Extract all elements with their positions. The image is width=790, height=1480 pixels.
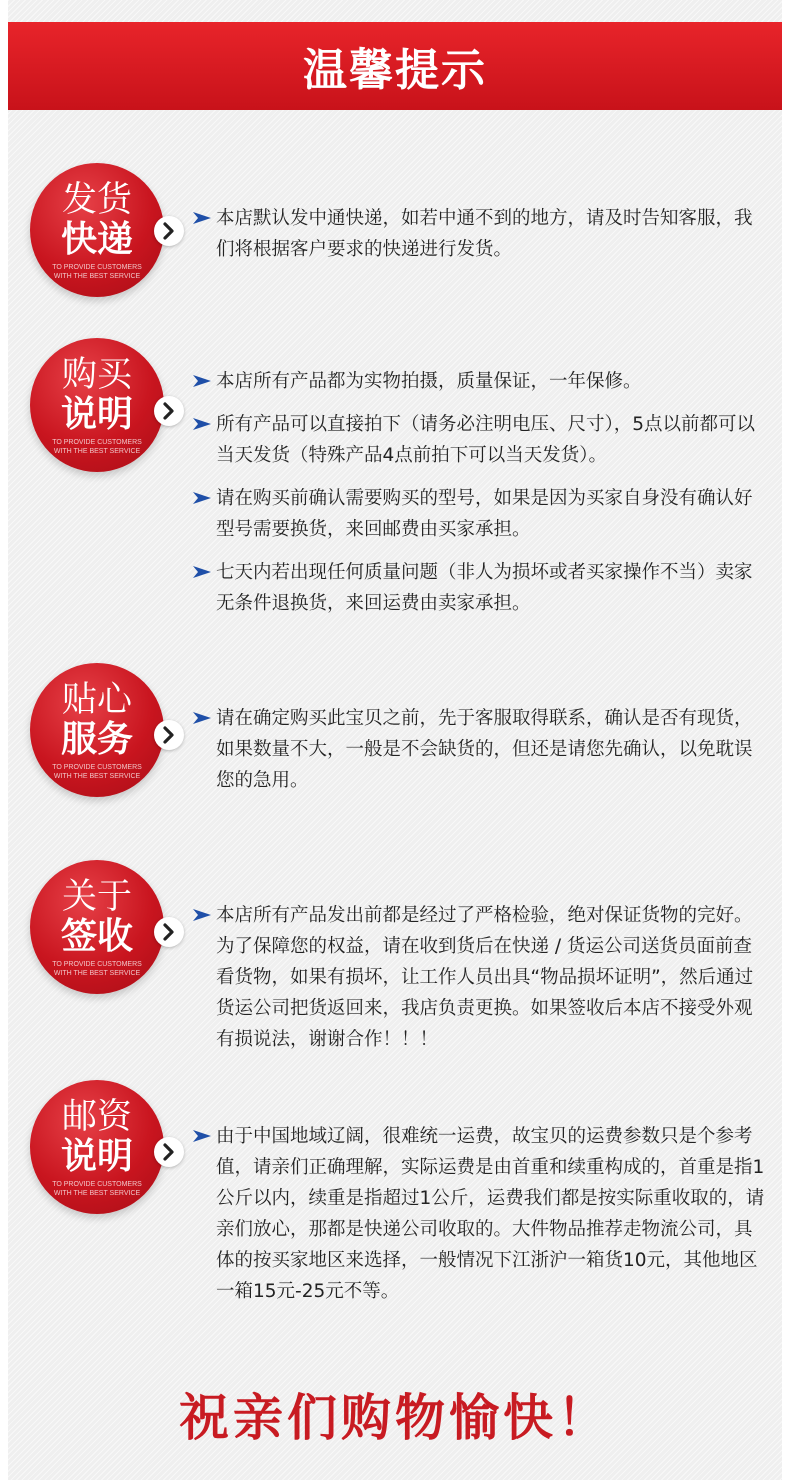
list-item xyxy=(192,203,767,265)
bullet-list xyxy=(192,900,767,1067)
badge-line2: 说明 xyxy=(60,1136,133,1177)
list-item xyxy=(192,900,767,1055)
arrow-icon xyxy=(192,409,216,435)
badge-subtitle: TO PROVIDE CUSTOMERS WITH THE BEST SERVICE xyxy=(52,264,142,280)
chevron-right-icon xyxy=(154,1137,184,1167)
arrow-icon xyxy=(192,366,216,392)
bullet-text: 由于中国地域辽阔，很难统一运费，故宝贝的运费参数只是个参考值，请亲们正确理解，实际运费是由首重和续重构成的，首重是指1公斤以内，续重是指超过1公斤，运费我们都是按实际重收取的，请亲们放心，那都是快递公司收取的。大件物品推荐走物流公司，具体的按买家地区来选择，一般情况下江浙沪一箱货10元，其他地区一箱15元-25元不等。 xyxy=(216,1126,765,1302)
list-item xyxy=(192,557,767,619)
chevron-right-icon xyxy=(154,917,184,947)
page-title: 温馨提示 xyxy=(303,45,487,96)
section-badge xyxy=(30,663,164,797)
chevron-right-icon xyxy=(154,720,184,750)
list-item xyxy=(192,409,767,471)
bullet-list xyxy=(192,703,767,808)
bullet-text: 所有产品可以直接拍下（请务必注明电压、尺寸），5点以前都可以当天发货（特殊产品4点前拍下可以当天发货）。 xyxy=(216,414,756,466)
chevron-right-icon xyxy=(154,396,184,426)
section-badge xyxy=(30,163,164,297)
arrow-icon xyxy=(192,703,216,729)
chevron-right-icon xyxy=(154,216,184,246)
badge-line2: 快递 xyxy=(60,219,133,260)
arrow-icon xyxy=(192,203,216,229)
list-item xyxy=(192,703,767,796)
badge-line2: 签收 xyxy=(60,916,133,957)
badge-line1: 关于 xyxy=(61,877,132,917)
bullet-text: 请在购买前确认需要购买的型号，如果是因为买家自身没有确认好型号需要换货，来回邮费由买家承担。 xyxy=(216,488,753,540)
list-item xyxy=(192,366,767,397)
header-banner xyxy=(8,22,782,110)
bullet-text: 请在确定购买此宝贝之前，先于客服取得联系，确认是否有现货，如果数量不大，一般是不会缺货的，但还是请您先确认，以免耽误您的急用。 xyxy=(216,708,753,791)
badge-subtitle: TO PROVIDE CUSTOMERS WITH THE BEST SERVICE xyxy=(52,439,142,455)
list-item xyxy=(192,483,767,545)
badge-subtitle: TO PROVIDE CUSTOMERS WITH THE BEST SERVICE xyxy=(52,961,142,977)
bullet-list xyxy=(192,203,767,277)
badge-subtitle: TO PROVIDE CUSTOMERS WITH THE BEST SERVICE xyxy=(52,1181,142,1197)
badge-line1: 贴心 xyxy=(61,680,132,720)
badge-line1: 邮资 xyxy=(61,1097,132,1137)
section-badge xyxy=(30,860,164,994)
badge-subtitle: TO PROVIDE CUSTOMERS WITH THE BEST SERVICE xyxy=(52,764,142,780)
bullet-text: 七天内若出现任何质量问题（非人为损坏或者买家操作不当）卖家无条件退换货，来回运费由卖家承担。 xyxy=(216,562,753,614)
bullet-text: 本店所有产品都为实物拍摄，质量保证，一年保修。 xyxy=(216,371,642,392)
bullet-list xyxy=(192,366,767,631)
bullet-text: 本店默认发中通快递，如若中通不到的地方，请及时告知客服，我们将根据客户要求的快递进行发货。 xyxy=(216,208,753,260)
badge-line2: 说明 xyxy=(60,394,133,435)
bullet-text: 本店所有产品发出前都是经过了严格检验，绝对保证货物的完好。为了保障您的权益，请在收到货后在快递 / 货运公司送货员面前查看货物，如果有损坏，让工作人员出具“物品损坏证明”，然后通过货运公司把货返回来，我店负责更换。如果签收后本店不接受外观有损说法，谢谢合作！！！ xyxy=(216,905,754,1050)
arrow-icon xyxy=(192,557,216,583)
list-item xyxy=(192,1121,767,1307)
section-badge xyxy=(30,338,164,472)
badge-line1: 购买 xyxy=(61,355,132,395)
arrow-icon xyxy=(192,900,216,926)
section-badge xyxy=(30,1080,164,1214)
footer-greeting: 祝亲们购物愉快！ xyxy=(179,1388,611,1447)
badge-line1: 发货 xyxy=(61,180,132,220)
badge-line2: 服务 xyxy=(60,719,133,760)
arrow-icon xyxy=(192,1121,216,1147)
arrow-icon xyxy=(192,483,216,509)
bullet-list xyxy=(192,1121,767,1319)
